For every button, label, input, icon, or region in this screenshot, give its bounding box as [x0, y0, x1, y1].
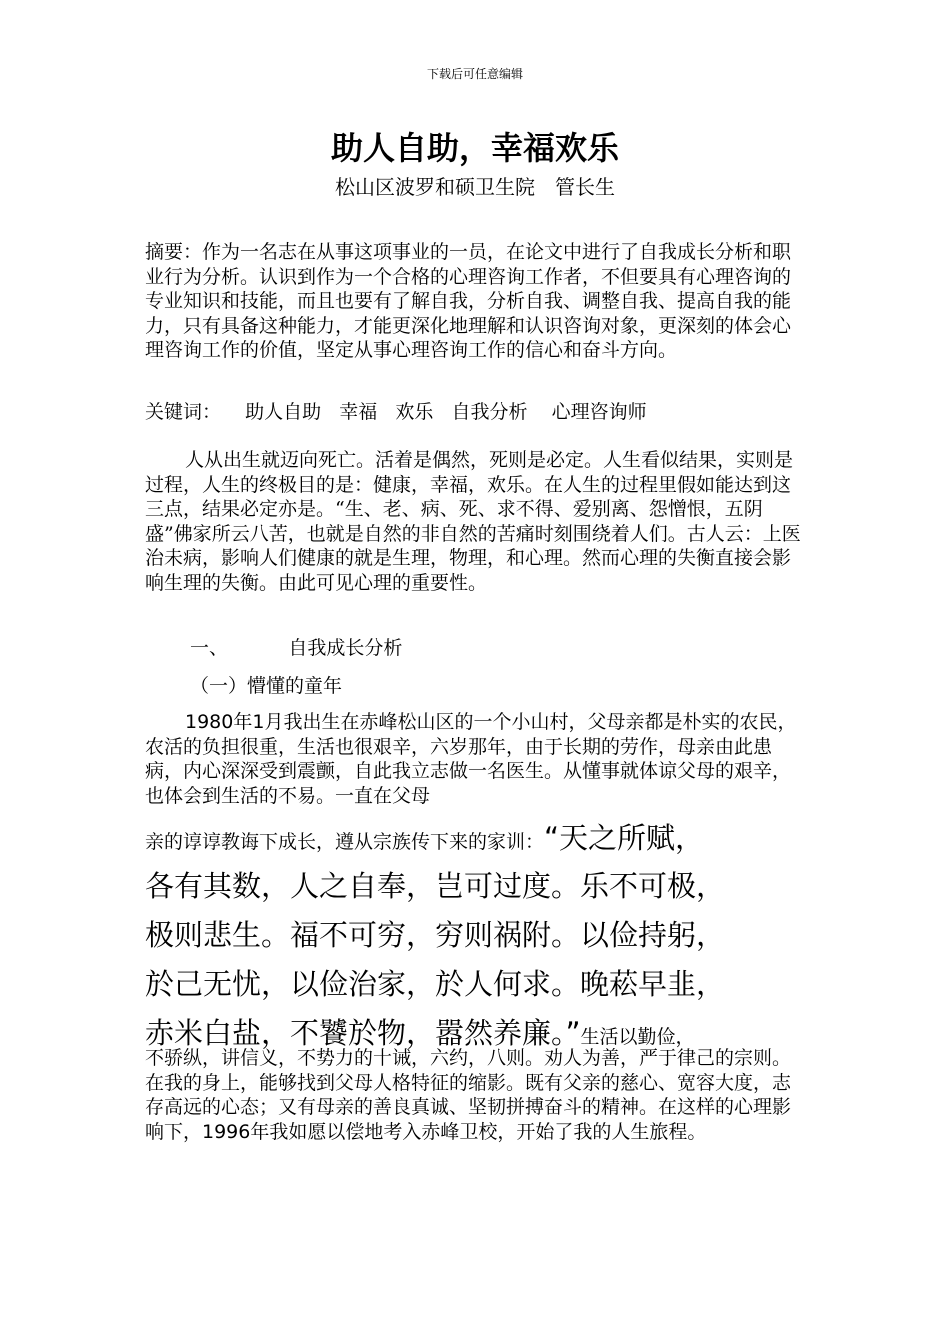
family-motto-opening: “天之所赋， [544, 821, 705, 855]
keywords-line: 关键词： 助人自助 幸福 欢乐 自我分析 心理咨询师 [145, 401, 647, 423]
childhood-paragraph: 1980年1月我出生在赤峰松山区的一个小山村，父母亲都是朴实的农民，农活的负担很重，生活也很艰辛，六岁那年，由于长期的劳作，母亲由此患病，内心深深受到震颤，自此我立志做一名医生。从懂事就体谅父母的艰辛，也体会到生活的不易。一直在父母 [145, 711, 797, 807]
header-note: 下载后可任意编辑 [426, 67, 523, 81]
subsection-heading: （一）懵懂的童年 [190, 675, 343, 697]
family-motto-paragraph [145, 818, 807, 1062]
section-heading: 一、 自我成长分析 [190, 637, 403, 659]
family-motto-first-line [145, 818, 807, 862]
intro-paragraph: 人从出生就迈向死亡。活着是偶然，死则是必定。人生看似结果，实则是过程，人生的终极目的是：健康，幸福，欢乐。在人生的过程里假如能达到这三点，结果必定亦是。“生、老、病、死、求不得、爱别离、怨憎恨，五阴盛”佛家所云八苦，也就是自然的非自然的苦痛时刻围绕着人们。古人云：上医治未病，影响人们健康的就是生理，物理，和心理。然而心理的失衡直接会影响生理的失衡。由此可见心理的重要性。 [145, 449, 801, 594]
family-motto-closing: 赤米白盐，不饕於物，嚣然养廉。” [145, 1016, 581, 1050]
page-title: 助人自助，幸福欢乐 [330, 129, 619, 167]
abstract-paragraph: 摘要：作为一名志在从事这项事业的一员，在论文中进行了自我成长分析和职业行为分析。认识到作为一个合格的心理咨询工作者，不但要具有心理咨询的专业知识和技能，而且也要有了解自我，分析自我、调整自我、提高自我的能力，只有具备这种能力，才能更深化地理解和认识咨询对象，更深刻的体会心理咨询工作的价值，坚定从事心理咨询工作的信心和奋斗方向。 [145, 241, 792, 361]
family-tail-text: 生活以勤俭， [580, 1026, 695, 1048]
family-lead-text: 亲的谆谆教诲下成长，遵从宗族传下来的家训： [145, 831, 545, 853]
author-line: 松山区波罗和硕卫生院 管长生 [335, 175, 615, 199]
family-motto-line: 於己无忧，以俭治家，於人何求。晚菘早韭， [145, 967, 726, 1001]
family-motto-line: 极则悲生。福不可穷，穷则祸附。以俭持躬， [145, 918, 726, 952]
closing-paragraph: 不骄纵，讲信义，不势力的十诫，六约，八则。劝人为善，严于律己的宗则。在我的身上，能够找到父母人格特征的缩影。既有父亲的慈心、宽容大度，志存高远的心态；又有母亲的善良真诚、坚韧拼搏奋斗的精神。在这样的心理影响下，1996年我如愿以偿地考入赤峰卫校，开始了我的人生旅程。 [145, 1047, 792, 1143]
family-motto-line: 各有其数，人之自奉，岂可过度。乐不可极， [145, 869, 726, 903]
